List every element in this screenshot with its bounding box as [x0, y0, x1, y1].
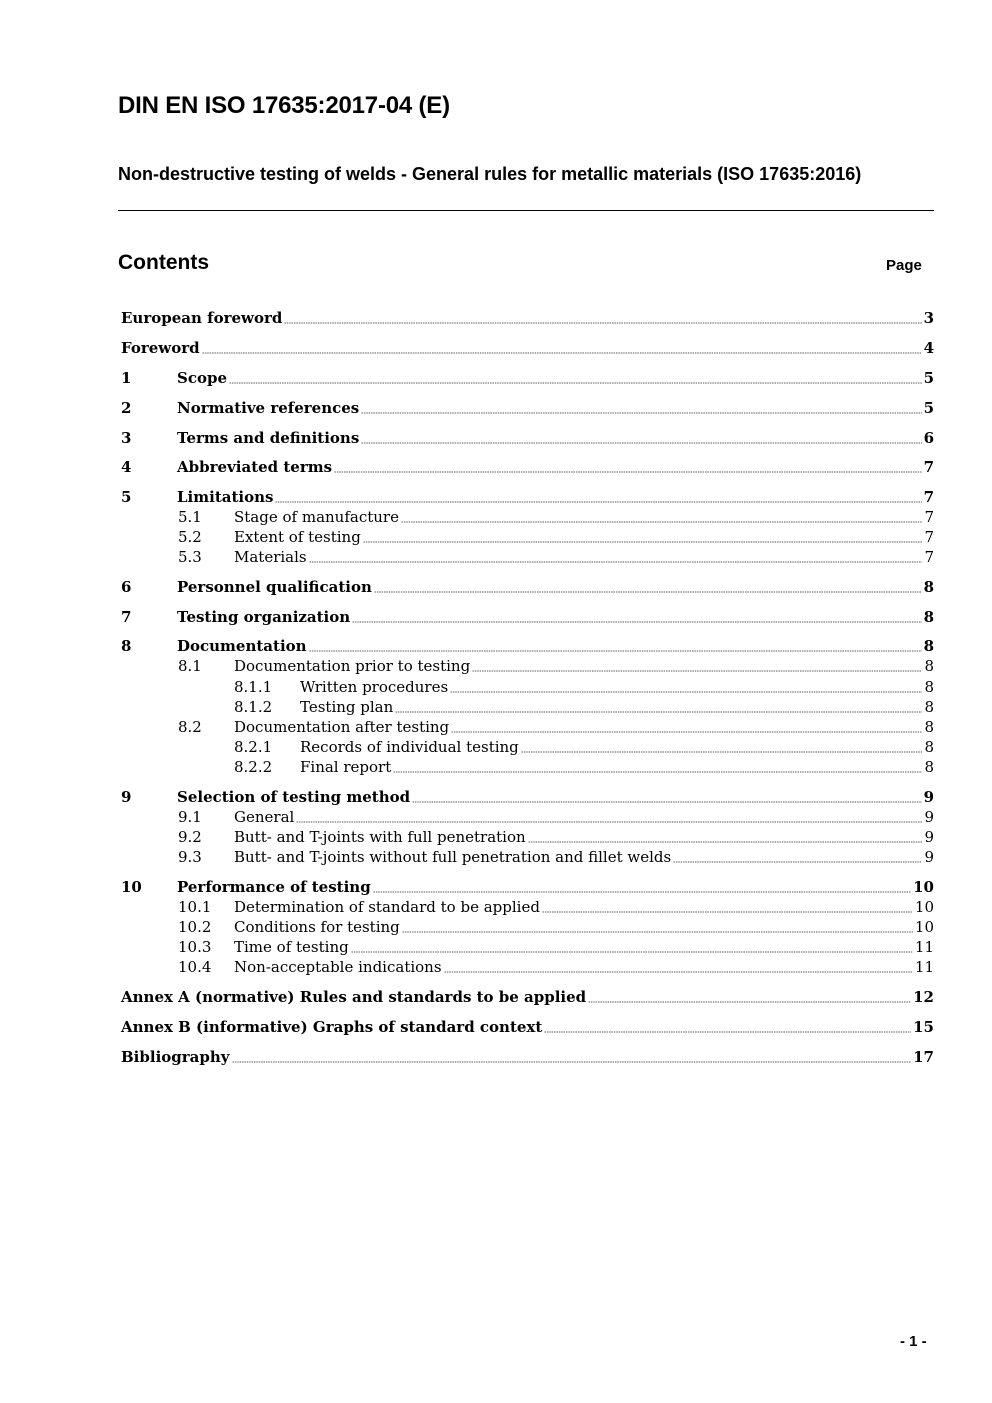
- toc-entry-title: Annex B (informative) Graphs of standard context: [121, 1018, 543, 1036]
- toc-entry-number: 9.1: [178, 808, 202, 826]
- toc-entry-page: 8: [923, 578, 934, 596]
- toc-entry-title: Records of individual testing: [300, 738, 519, 756]
- toc-entry-title: Time of testing: [234, 938, 349, 956]
- toc-entry-title: Documentation prior to testing: [234, 657, 471, 675]
- toc-entry[interactable]: [121, 848, 934, 868]
- toc-entry-title: European foreword: [121, 309, 283, 327]
- toc-entry-page: 5: [923, 399, 934, 417]
- toc-entry[interactable]: [121, 458, 934, 478]
- toc-entry-title: Selection of testing method: [177, 788, 411, 806]
- toc-entry[interactable]: [121, 369, 934, 389]
- dot-leader: [275, 501, 921, 503]
- toc-entry-title: Abbreviated terms: [177, 458, 333, 476]
- dot-leader: [395, 711, 922, 713]
- dot-leader: [673, 861, 922, 863]
- toc-entry[interactable]: [121, 808, 934, 828]
- dot-leader: [229, 382, 922, 384]
- dot-leader: [451, 731, 922, 733]
- dot-leader: [401, 521, 922, 523]
- toc-entry-title: Performance of testing: [177, 878, 371, 896]
- dot-leader: [361, 412, 921, 414]
- dot-leader: [309, 561, 923, 563]
- toc-entry-title: Testing organization: [177, 608, 351, 626]
- dot-leader: [450, 691, 922, 693]
- toc-entry-page: 4: [923, 339, 934, 357]
- toc-entry-page: 8: [923, 637, 934, 655]
- toc-entry-number: 9.3: [178, 848, 202, 866]
- toc-entry-page: 8: [924, 657, 934, 675]
- toc-entry[interactable]: [121, 878, 934, 898]
- toc-entry[interactable]: [121, 309, 934, 329]
- toc-entry-page: 7: [923, 458, 934, 476]
- dot-leader: [402, 931, 913, 933]
- toc-entry-number: 7: [121, 608, 132, 626]
- toc-entry-title: General: [234, 808, 295, 826]
- toc-entry[interactable]: [121, 828, 934, 848]
- toc-entry-number: 10: [121, 878, 142, 896]
- toc-entry-page: 8: [924, 718, 934, 736]
- toc-entry-title: Documentation after testing: [234, 718, 450, 736]
- toc-entry-page: 9: [923, 788, 934, 806]
- page-column-label: Page: [886, 257, 922, 274]
- toc-entry[interactable]: [121, 958, 934, 978]
- toc-entry-page: 17: [913, 1048, 934, 1066]
- dot-leader: [232, 1061, 912, 1063]
- toc-entry-page: 3: [923, 309, 934, 327]
- contents-heading: Contents: [118, 251, 209, 274]
- toc-entry-title: Testing plan: [300, 698, 394, 716]
- toc-entry[interactable]: [121, 578, 934, 598]
- toc-entry[interactable]: [121, 698, 934, 718]
- toc-entry-number: 9.2: [178, 828, 202, 846]
- dot-leader: [588, 1001, 911, 1003]
- toc-entry[interactable]: [121, 758, 934, 778]
- toc-entry-title: Stage of manufacture: [234, 508, 399, 526]
- toc-entry-page: 15: [913, 1018, 934, 1036]
- toc-entry-page: 9: [924, 808, 934, 826]
- toc-entry-title: Final report: [300, 758, 392, 776]
- toc-entry-number: 8.2: [178, 718, 202, 736]
- toc-entry[interactable]: [121, 898, 934, 918]
- toc-entry-title: Annex A (normative) Rules and standards to be applied: [121, 988, 587, 1006]
- dot-leader: [393, 771, 922, 773]
- title-rule: [118, 210, 934, 211]
- toc-entry-number: 8.1.2: [234, 698, 273, 716]
- toc-entry[interactable]: [121, 429, 934, 449]
- toc-entry-title: Terms and definitions: [177, 429, 360, 447]
- toc-entry-number: 4: [121, 458, 132, 476]
- toc-entry-number: 8.1: [178, 657, 202, 675]
- dot-leader: [361, 442, 921, 444]
- toc-entry-page: 11: [914, 958, 934, 976]
- toc-entry[interactable]: [121, 918, 934, 938]
- toc-entry-page: 9: [924, 828, 934, 846]
- toc-entry-page: 8: [924, 678, 934, 696]
- toc-entry-page: 7: [924, 508, 934, 526]
- dot-leader: [444, 971, 913, 973]
- toc-entry-number: 2: [121, 399, 132, 417]
- toc-entry[interactable]: [121, 988, 934, 1008]
- dot-leader: [309, 650, 922, 652]
- toc-entry-title: Conditions for testing: [234, 918, 400, 936]
- toc-entry[interactable]: [121, 657, 934, 677]
- toc-entry-page: 12: [913, 988, 934, 1006]
- toc-entry[interactable]: [121, 788, 934, 808]
- toc-entry[interactable]: [121, 608, 934, 628]
- toc-entry-title: Personnel qualification: [177, 578, 372, 596]
- toc-entry-number: 10.3: [178, 938, 212, 956]
- dot-leader: [352, 621, 921, 623]
- toc-entry-title: Written procedures: [300, 678, 449, 696]
- toc-entry-title: Butt- and T-joints without full penetration and fillet welds: [234, 848, 672, 866]
- toc-entry-page: 8: [924, 698, 934, 716]
- toc-entry[interactable]: [121, 339, 934, 359]
- toc-entry-number: 5: [121, 488, 132, 506]
- toc-entry-number: 8.1.1: [234, 678, 273, 696]
- toc-entry-number: 1: [121, 369, 132, 387]
- toc-entry-number: 5.2: [178, 528, 202, 546]
- dot-leader: [528, 841, 923, 843]
- toc-entry-number: 10.4: [178, 958, 212, 976]
- dot-leader: [521, 751, 923, 753]
- toc-entry-title: Normative references: [177, 399, 360, 417]
- toc-entry-page: 8: [923, 608, 934, 626]
- toc-entry-page: 8: [924, 738, 934, 756]
- toc-entry-title: Determination of standard to be applied: [234, 898, 540, 916]
- toc-entry-number: 5.3: [178, 548, 202, 566]
- toc-entry-page: 10: [914, 898, 934, 916]
- dot-leader: [373, 891, 911, 893]
- toc-entry-number: 10.2: [178, 918, 212, 936]
- dot-leader: [542, 911, 913, 913]
- toc-entry-number: 8.2.2: [234, 758, 273, 776]
- toc-entry-number: 5.1: [178, 508, 202, 526]
- dot-leader: [544, 1031, 911, 1033]
- toc-entry-number: 6: [121, 578, 132, 596]
- standard-title: DIN EN ISO 17635:2017-04 (E): [118, 92, 450, 119]
- toc-entry-title: Extent of testing: [234, 528, 361, 546]
- toc-entry-title: Bibliography: [121, 1048, 230, 1066]
- toc-entry[interactable]: [121, 718, 934, 738]
- toc-entry-page: 7: [923, 488, 934, 506]
- toc-entry-title: Scope: [177, 369, 228, 387]
- toc-entry-number: 8: [121, 637, 132, 655]
- toc-entry[interactable]: [121, 738, 934, 758]
- toc-entry[interactable]: [121, 1018, 934, 1038]
- toc-entry-page: 7: [924, 548, 934, 566]
- toc-entry[interactable]: [121, 637, 934, 657]
- toc-entry-page: 7: [924, 528, 934, 546]
- dot-leader: [284, 322, 921, 324]
- toc-entry-title: Documentation: [177, 637, 307, 655]
- toc-entry-page: 8: [924, 758, 934, 776]
- toc-entry-title: Materials: [234, 548, 307, 566]
- toc-entry-number: 8.2.1: [234, 738, 273, 756]
- dot-leader: [351, 951, 913, 953]
- toc-entry-page: 6: [923, 429, 934, 447]
- page-number-footer: - 1 -: [900, 1333, 927, 1350]
- dot-leader: [374, 591, 922, 593]
- toc-entry[interactable]: [121, 678, 934, 698]
- toc-entry-title: Butt- and T-joints with full penetration: [234, 828, 526, 846]
- dot-leader: [296, 821, 922, 823]
- toc-entry[interactable]: [121, 488, 934, 508]
- dot-leader: [363, 541, 923, 543]
- toc-entry-number: 9: [121, 788, 132, 806]
- toc-entry[interactable]: [121, 548, 934, 568]
- dot-leader: [334, 471, 921, 473]
- toc-entry-title: Non-acceptable indications: [234, 958, 442, 976]
- dot-leader: [412, 801, 921, 803]
- toc-entry-page: 5: [923, 369, 934, 387]
- toc-entry-page: 11: [914, 938, 934, 956]
- toc-entry[interactable]: [121, 508, 934, 528]
- toc-entry-page: 10: [913, 878, 934, 896]
- dot-leader: [202, 352, 922, 354]
- toc-entry[interactable]: [121, 1048, 934, 1068]
- toc-entry[interactable]: [121, 938, 934, 958]
- toc-entry-title: Foreword: [121, 339, 200, 357]
- toc-entry[interactable]: [121, 399, 934, 419]
- toc-entry-number: 10.1: [178, 898, 212, 916]
- toc-entry-title: Limitations: [177, 488, 274, 506]
- document-subtitle: Non-destructive testing of welds - General rules for metallic materials (ISO 17635:2016): [118, 164, 862, 184]
- dot-leader: [472, 670, 922, 672]
- toc-entry-number: 3: [121, 429, 132, 447]
- toc-entry-page: 9: [924, 848, 934, 866]
- toc-entry-page: 10: [914, 918, 934, 936]
- toc-entry[interactable]: [121, 528, 934, 548]
